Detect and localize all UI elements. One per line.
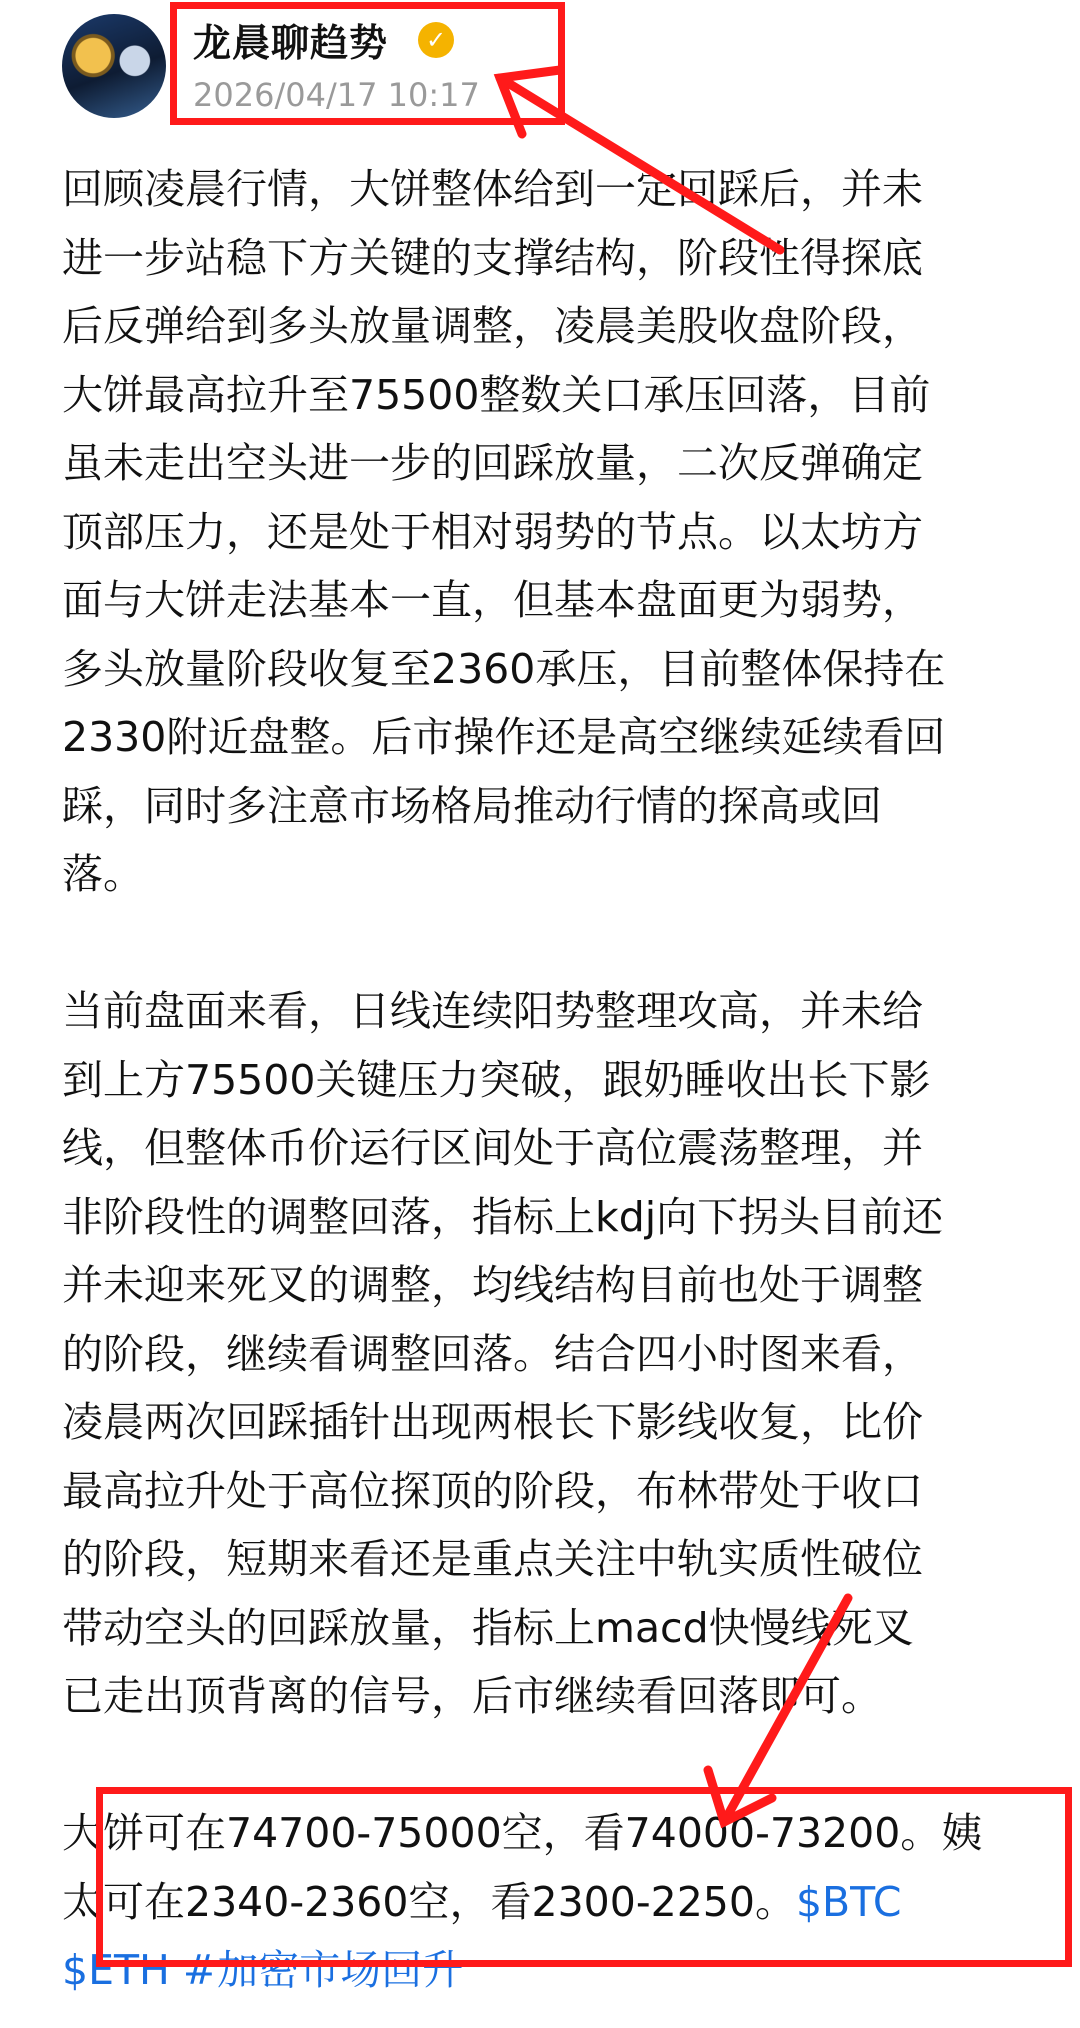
highlight-box-header: [170, 2, 565, 125]
hashtag-eth[interactable]: $ETH: [62, 1946, 170, 1994]
post-body: [62, 155, 1052, 2005]
trade-signal-text: 大饼可在74700-75000空，看74000-73200。姨 太可在2340-2360空，看2300-2250。: [62, 1809, 983, 1926]
hashtag-crypto-market[interactable]: #加密市场回升: [182, 1946, 464, 1994]
highlight-box-signal: [96, 1787, 1072, 1967]
post-timestamp: 2026/04/17 10:17: [193, 76, 480, 114]
hashtag-btc[interactable]: $BTC: [795, 1877, 902, 1926]
author-name[interactable]: 龙晨聊趋势: [193, 21, 389, 65]
verified-badge-icon: ✓: [418, 22, 454, 58]
post-paragraph: 当前盘面来看，日线连续阳势整理攻高，并未给 到上方75500关键压力突破，跟奶睡收出长下影 线，但整体币价运行区间处于高位震荡整理，并 非阶段性的调整回落，指标上kdj向下拐头目前还 并未迎来死叉的调整，均线结构目前也处于调整 的阶段，继续看调整回落。结合四小时图来看， 凌晨两次回踩插针出现两根长下影线收复，比价 最高拉升处于高位探顶的阶段，布林带处于收口 的阶段，短期来看还是重点关注中轨实质性破位 带动空头的回踩放量，指标上macd快慢线死叉 已走出顶背离的信号，后市继续看回落即可。: [62, 987, 944, 1720]
author-avatar[interactable]: [62, 14, 166, 118]
post-paragraph: 回顾凌晨行情，大饼整体给到一定回踩后，并未 进一步站稳下方关键的支撑结构，阶段性得探底 后反弹给到多头放量调整，凌晨美股收盘阶段， 大饼最高拉升至75500整数关口承压回落，目前 虽未走出空头进一步的回踩放量，二次反弹确定 顶部压力，还是处于相对弱势的节点。以太坊方 面与大饼走法基本一直，但基本盘面更为弱势， 多头放量阶段收复至2360承压，目前整体保持在 2330附近盘整。后市操作还是高空继续延续看回 踩，同时多注意市场格局推动行情的探高或回 落。: [62, 165, 946, 898]
